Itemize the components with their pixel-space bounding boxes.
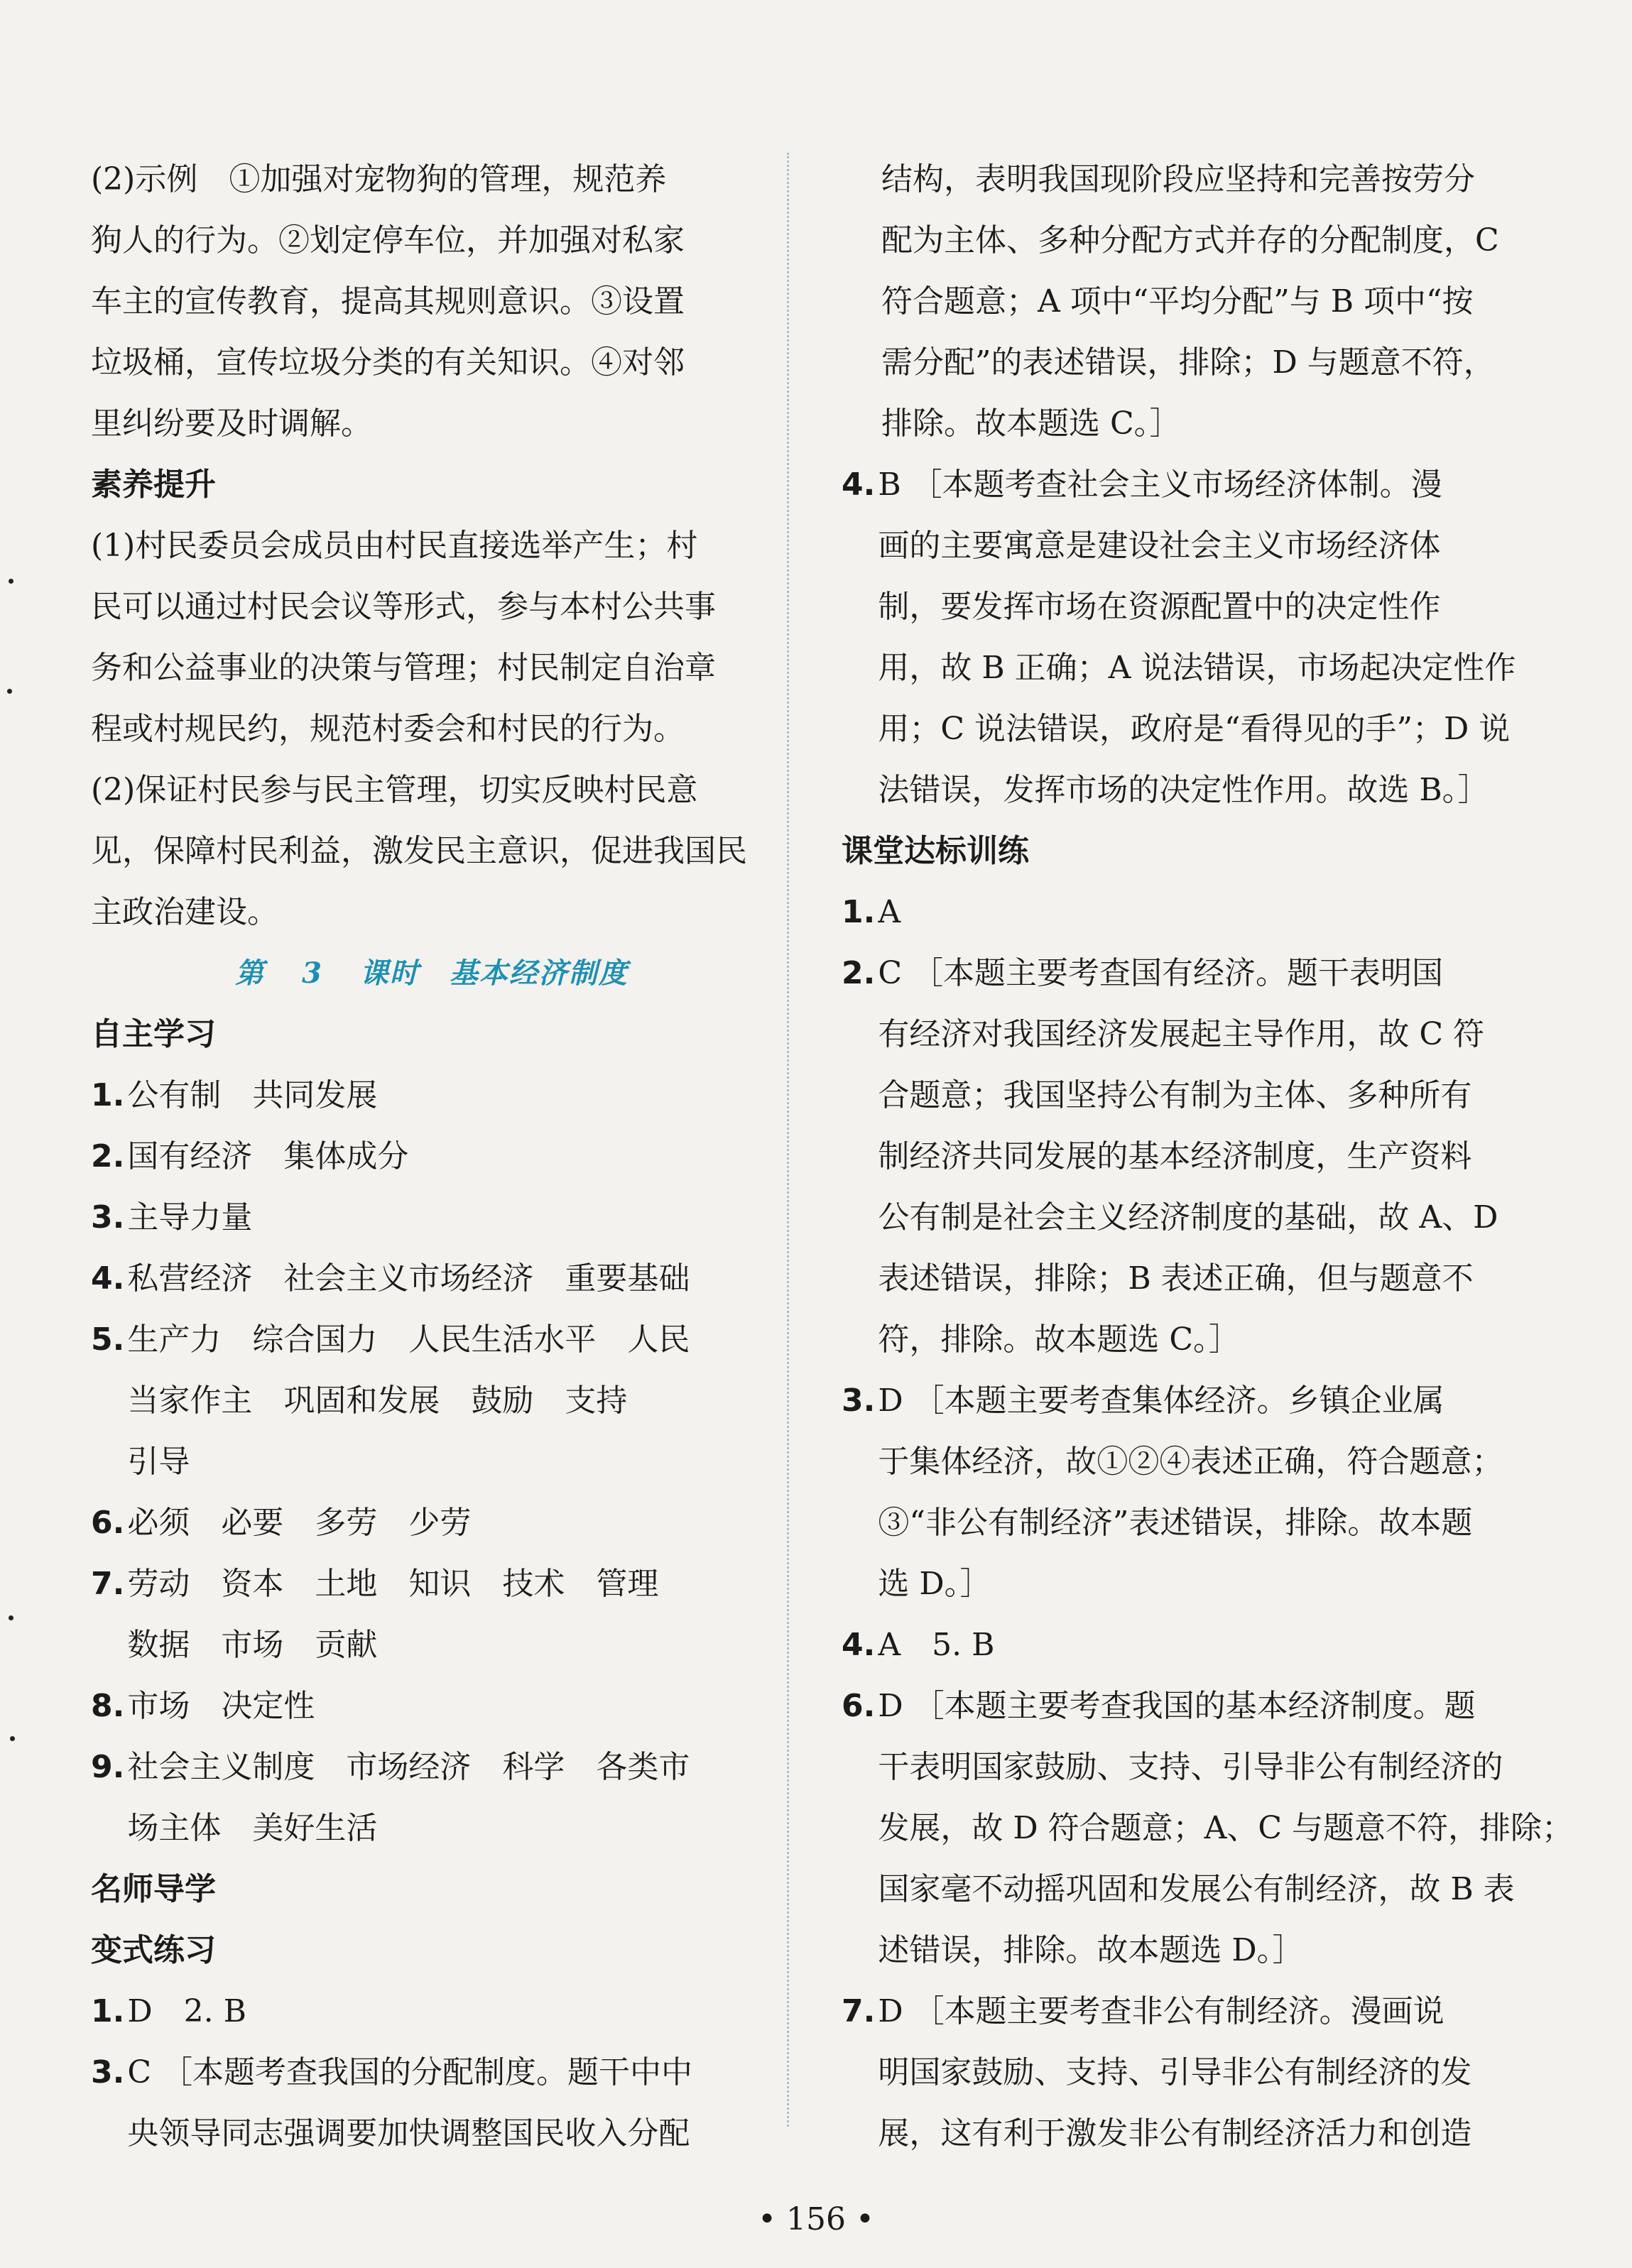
answer-line: B ［本题考查社会主义市场经济体制。漫 [878, 467, 1442, 503]
answer-line: 市场 决定性 [127, 1688, 315, 1724]
item-number: 2. [842, 955, 876, 991]
text-line: 程或村规民约，规范村委会和村民的行为。 [91, 711, 685, 747]
text-line: 车主的宣传教育，提高其规则意识。③设置 [91, 283, 685, 320]
scan-speck [9, 1615, 13, 1620]
list-item [91, 1554, 773, 1676]
answer-line: 述错误，排除。故本题选 D。］ [878, 1932, 1304, 1968]
list-item [91, 1309, 773, 1493]
left-column [91, 149, 773, 2164]
list-item [91, 1493, 773, 1554]
text-line: 需分配”的表述错误，排除；D 与题意不符， [881, 344, 1495, 381]
list-item [91, 1737, 773, 1859]
answer-line: 选 D。］ [878, 1566, 991, 1602]
answer-line: 当家作主 巩固和发展 鼓励 支持 [127, 1383, 628, 1419]
list-item [842, 1676, 1574, 1981]
text-line: (1)村民委员会成员由村民直接选举产生；村 [91, 528, 698, 564]
item-number: 2. [91, 1138, 125, 1174]
zizhu-answer-list [91, 1065, 773, 1859]
scan-speck [7, 689, 12, 694]
answer-line: 央领导同志强调要加快调整国民收入分配 [127, 2115, 690, 2152]
page-number: • 156 • [758, 2201, 874, 2237]
item-number: 3. [91, 2054, 125, 2090]
lesson-title: 第 3 课时 基本经济制度 [235, 956, 629, 990]
list-item [91, 1248, 773, 1309]
answer-line: A 5. B [878, 1627, 995, 1663]
right-column [842, 149, 1574, 2164]
answer-line: D 2. B [127, 1993, 246, 2029]
answer-line: 制经济共同发展的基本经济制度，生产资料 [878, 1138, 1472, 1174]
bianshi-answer-list [91, 1981, 773, 2164]
item-number: 6. [842, 1688, 876, 1724]
answer-line: 发展，故 D 符合题意；A、C 与题意不符，排除； [878, 1810, 1574, 1846]
answer-line: 有经济对我国经济发展起主导作用，故 C 符 [878, 1016, 1484, 1052]
answer-line: 法错误，发挥市场的决定性作用。故选 B。］ [878, 772, 1489, 808]
answer-line: 画的主要寓意是建设社会主义市场经济体 [878, 528, 1441, 564]
item-number: 4. [842, 467, 876, 503]
column-divider [787, 153, 789, 2127]
text-line: 里纠纷要及时调解。 [91, 405, 372, 442]
text-line: 务和公益事业的决策与管理；村民制定自治章 [91, 650, 716, 686]
answer-line: 数据 市场 贡献 [127, 1627, 378, 1663]
answer-line: 劳动 资本 土地 知识 技术 管理 [127, 1566, 659, 1602]
list-item [91, 1676, 773, 1737]
list-item [842, 454, 1516, 821]
ketang-answer-list [842, 882, 1574, 2164]
item-number: 4. [91, 1260, 125, 1297]
text-line: 结构，表明我国现阶段应坚持和完善按劳分 [881, 161, 1475, 197]
answer-line: ③“非公有制经济”表述错误，排除。故本题 [878, 1505, 1473, 1541]
answer-line: 合题意；我国坚持公有制为主体、多种所有 [878, 1077, 1472, 1113]
scan-speck [9, 579, 13, 584]
answer-line: 社会主义制度 市场经济 科学 各类市 [127, 1749, 690, 1785]
answer-line: 展，这有利于激发非公有制经济活力和创造 [878, 2115, 1472, 2152]
text-line: 狗人的行为。②划定停车位，并加强对私家 [91, 222, 685, 258]
list-item [842, 882, 1484, 943]
item-number: 1. [91, 1993, 125, 2029]
item-number: 4. [842, 1627, 876, 1663]
suyang-answer-1 [91, 516, 773, 760]
section-heading-zizhu: 自主学习 [91, 1016, 216, 1052]
answer-line: 符，排除。故本题选 C。］ [878, 1321, 1240, 1358]
answer-line: C ［本题主要考查国有经济。题干表明国 [878, 955, 1443, 991]
text-line: 主政治建设。 [91, 894, 278, 930]
section-heading-mingshi: 名师导学 [91, 1871, 216, 1907]
section-heading-ketang: 课堂达标训练 [842, 833, 1029, 869]
answer-line: 用，故 B 正确；A 说法错误，市场起决定性作 [878, 650, 1516, 686]
list-item [91, 1981, 773, 2042]
text-line: 民可以通过村民会议等形式，参与本村公共事 [91, 589, 716, 625]
answer-line: C ［本题考查我国的分配制度。题干中中 [127, 2054, 692, 2090]
answer-line: D ［本题主要考查集体经济。乡镇企业属 [878, 1383, 1445, 1419]
answer-line: 生产力 综合国力 人民生活水平 人民 [127, 1321, 690, 1358]
answer-line: 场主体 美好生活 [127, 1810, 378, 1846]
list-item [842, 1370, 1503, 1615]
scan-speck [10, 1736, 15, 1741]
answer-line: 制，要发挥市场在资源配置中的决定性作 [878, 589, 1441, 625]
text-line: 见，保障村民利益，激发民主意识，促进我国民 [91, 833, 747, 869]
answer-line: 于集体经济，故①②④表述正确，符合题意； [878, 1444, 1503, 1480]
text-line: (2)示例 ①加强对宠物狗的管理，规范养 [91, 161, 667, 197]
text-line: 符合题意；A 项中“平均分配”与 B 项中“按 [881, 283, 1474, 320]
list-item [91, 2042, 773, 2164]
item-number: 7. [91, 1566, 125, 1602]
answer-line: A [878, 894, 901, 930]
item-number: 3. [842, 1383, 876, 1419]
answer-line: 主导力量 [127, 1199, 253, 1236]
answer-line: D ［本题主要考查非公有制经济。漫画说 [878, 1993, 1445, 2029]
item-number: 9. [91, 1749, 125, 1785]
text-line: 垃圾桶，宣传垃圾分类的有关知识。④对邻 [91, 344, 685, 381]
item-number: 1. [842, 894, 876, 930]
item-number: 7. [842, 1993, 876, 2029]
item-number: 5. [91, 1321, 125, 1358]
list-item [91, 1126, 773, 1187]
list-item [91, 1065, 773, 1126]
answer-line: 国有经济 集体成分 [127, 1138, 409, 1174]
example-answer-q2 [91, 149, 773, 454]
answer-line: 用；C 说法错误，政府是“看得见的手”；D 说 [878, 711, 1511, 747]
answer-line: 公有制 共同发展 [127, 1077, 378, 1113]
answer-line: 表述错误，排除；B 表述正确，但与题意不 [878, 1260, 1474, 1297]
answer-line: 公有制是社会主义经济制度的基础，故 A、D [878, 1199, 1498, 1236]
list-item [842, 943, 1498, 1370]
text-line: 配为主体、多种分配方式并存的分配制度，C [881, 222, 1499, 258]
answer-line: 干表明国家鼓励、支持、引导非公有制经济的 [878, 1749, 1503, 1785]
answer-line: 必须 必要 多劳 少劳 [127, 1505, 472, 1541]
list-item [842, 1615, 1484, 1676]
answer-line: 明国家鼓励、支持、引导非公有制经济的发 [878, 2054, 1472, 2090]
list-item [91, 1187, 773, 1248]
text-line: 排除。故本题选 C。］ [881, 405, 1181, 442]
item-number: 3. [91, 1199, 125, 1236]
item-number: 6. [91, 1505, 125, 1541]
item-number: 8. [91, 1688, 125, 1724]
section-heading-bianshi: 变式练习 [91, 1932, 216, 1968]
answer-line: 私营经济 社会主义市场经济 重要基础 [127, 1260, 690, 1297]
answer-line: 国家毫不动摇巩固和发展公有制经济，故 B 表 [878, 1871, 1515, 1907]
section-heading-suyang: 素养提升 [91, 467, 216, 503]
continued-explanation [842, 149, 1499, 454]
answer-line: 引导 [127, 1444, 190, 1480]
text-line: (2)保证村民参与民主管理，切实反映村民意 [91, 772, 698, 808]
item-number: 1. [91, 1077, 125, 1113]
suyang-answer-2 [91, 760, 773, 943]
answer-line: D ［本题主要考查我国的基本经济制度。题 [878, 1688, 1476, 1724]
list-item [842, 1981, 1484, 2164]
